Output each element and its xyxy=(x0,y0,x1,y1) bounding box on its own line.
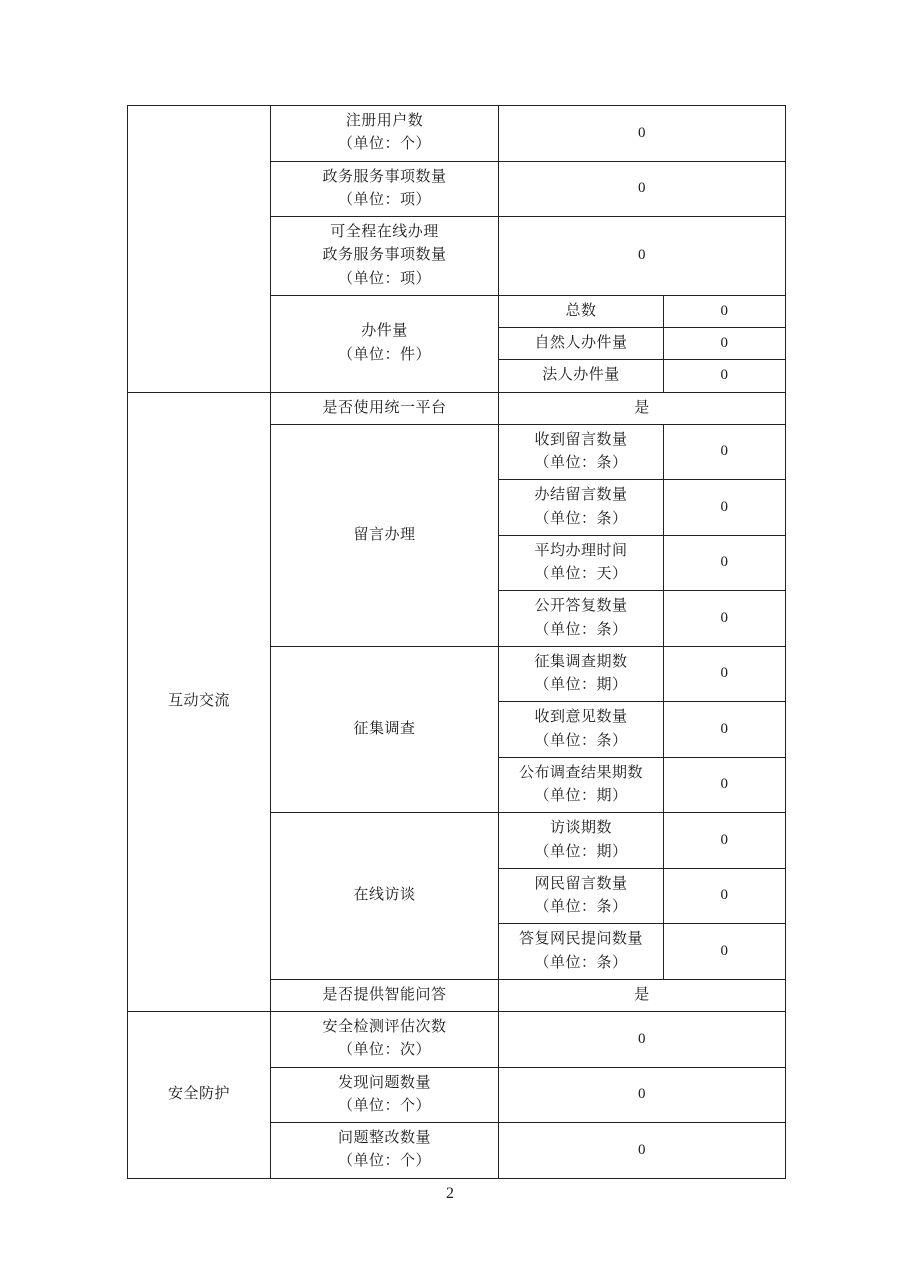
value-public-replies: 0 xyxy=(664,591,786,647)
label-smart-qa: 是否提供智能问答 xyxy=(271,979,499,1011)
value-average-handling-time: 0 xyxy=(664,535,786,591)
value-interview-sessions: 0 xyxy=(664,813,786,869)
value-netizen-messages: 0 xyxy=(664,868,786,924)
value-handled-volume-total: 0 xyxy=(664,295,786,327)
label-text: 征集调查期数 xyxy=(534,653,628,670)
label-public-replies xyxy=(499,591,664,647)
table-row xyxy=(128,392,786,424)
value-unified-platform: 是 xyxy=(499,392,786,424)
table-row xyxy=(128,1012,786,1068)
table-row xyxy=(128,106,786,162)
label-unit: （单位：项） xyxy=(337,270,431,287)
label-unit: （单位：个） xyxy=(337,136,431,153)
value-netizen-questions-answered: 0 xyxy=(664,924,786,980)
label-opinions-received xyxy=(499,702,664,758)
value-messages-completed: 0 xyxy=(664,480,786,536)
label-messages-received xyxy=(499,424,664,480)
category-security: 安全防护 xyxy=(128,1012,271,1179)
category-cell-blank xyxy=(128,106,271,393)
label-text: 问题整改数量 xyxy=(337,1130,431,1146)
report-table-container xyxy=(127,105,785,1179)
label-text: 网民留言数量 xyxy=(534,875,628,892)
label-survey-sessions xyxy=(499,646,664,702)
label-unit: （单位：条） xyxy=(534,954,628,971)
value-handled-volume-legal-person: 0 xyxy=(664,360,786,392)
value-survey-sessions: 0 xyxy=(664,646,786,702)
label-text: 公布调查结果期数 xyxy=(518,764,643,781)
label-unit: （单位：条） xyxy=(534,621,628,638)
label-online-interview: 在线访谈 xyxy=(271,813,499,980)
label-unit: （单位：天） xyxy=(534,566,628,582)
label-unit: （单位：条） xyxy=(534,510,628,527)
label-text: 发现问题数量 xyxy=(337,1074,431,1091)
label-average-handling-time xyxy=(499,535,664,591)
label-text-line1: 可全程在线办理 xyxy=(330,224,439,240)
category-interaction: 互动交流 xyxy=(128,392,271,1012)
label-unit: （单位：个） xyxy=(337,1153,431,1170)
label-text: 收到留言数量 xyxy=(534,431,628,448)
label-text: 访谈期数 xyxy=(549,820,612,837)
value-smart-qa: 是 xyxy=(499,979,786,1011)
label-unit: （单位：期） xyxy=(534,677,628,693)
value-registered-users: 0 xyxy=(499,106,786,162)
label-message-handling: 留言办理 xyxy=(271,424,499,646)
label-survey-results-published xyxy=(499,757,664,813)
value-gov-service-items: 0 xyxy=(499,161,786,217)
label-survey: 征集调查 xyxy=(271,646,499,813)
label-gov-service-items xyxy=(271,161,499,217)
value-issues-rectified: 0 xyxy=(499,1123,786,1179)
label-text: 答复网民提问数量 xyxy=(518,931,643,948)
label-unified-platform: 是否使用统一平台 xyxy=(271,392,499,424)
value-handled-volume-natural-person: 0 xyxy=(664,328,786,360)
label-issues-found xyxy=(271,1067,499,1123)
label-text: 收到意见数量 xyxy=(534,709,628,726)
label-issues-rectified xyxy=(271,1123,499,1179)
label-unit: （单位：项） xyxy=(337,191,431,208)
label-text: 注册用户数 xyxy=(345,113,424,129)
label-unit: （单位：条） xyxy=(534,899,628,915)
label-text: 安全检测评估次数 xyxy=(322,1019,447,1035)
value-survey-results-published: 0 xyxy=(664,757,786,813)
label-registered-users xyxy=(271,106,499,162)
label-text-line2: 政务服务事项数量 xyxy=(322,247,447,264)
label-netizen-questions-answered xyxy=(499,924,664,980)
value-issues-found: 0 xyxy=(499,1067,786,1123)
value-security-assessments: 0 xyxy=(499,1012,786,1068)
label-online-full-process-items xyxy=(271,217,499,296)
label-unit: （单位：条） xyxy=(534,455,628,471)
label-handled-volume-total: 总数 xyxy=(499,295,664,327)
label-unit: （单位：条） xyxy=(534,732,628,749)
label-netizen-messages xyxy=(499,868,664,924)
value-opinions-received: 0 xyxy=(664,702,786,758)
label-text: 办件量 xyxy=(361,323,408,340)
label-text: 平均办理时间 xyxy=(534,542,628,559)
label-unit: （单位：个） xyxy=(337,1097,431,1114)
label-security-assessments xyxy=(271,1012,499,1068)
annual-report-table xyxy=(127,105,786,1179)
label-text: 政务服务事项数量 xyxy=(322,168,447,185)
page-number: 2 xyxy=(446,1185,454,1202)
label-messages-completed xyxy=(499,480,664,536)
label-handled-volume xyxy=(271,295,499,392)
label-text: 公开答复数量 xyxy=(534,598,628,615)
label-handled-volume-natural-person: 自然人办件量 xyxy=(499,328,664,360)
label-unit: （单位：次） xyxy=(337,1042,431,1059)
label-unit: （单位：期） xyxy=(534,843,628,860)
value-online-full-process-items: 0 xyxy=(499,217,786,296)
label-unit: （单位：期） xyxy=(534,788,628,804)
label-unit: （单位：件） xyxy=(337,346,431,363)
label-handled-volume-legal-person: 法人办件量 xyxy=(499,360,664,392)
label-text: 办结留言数量 xyxy=(534,487,628,504)
value-messages-received: 0 xyxy=(664,424,786,480)
label-interview-sessions xyxy=(499,813,664,869)
